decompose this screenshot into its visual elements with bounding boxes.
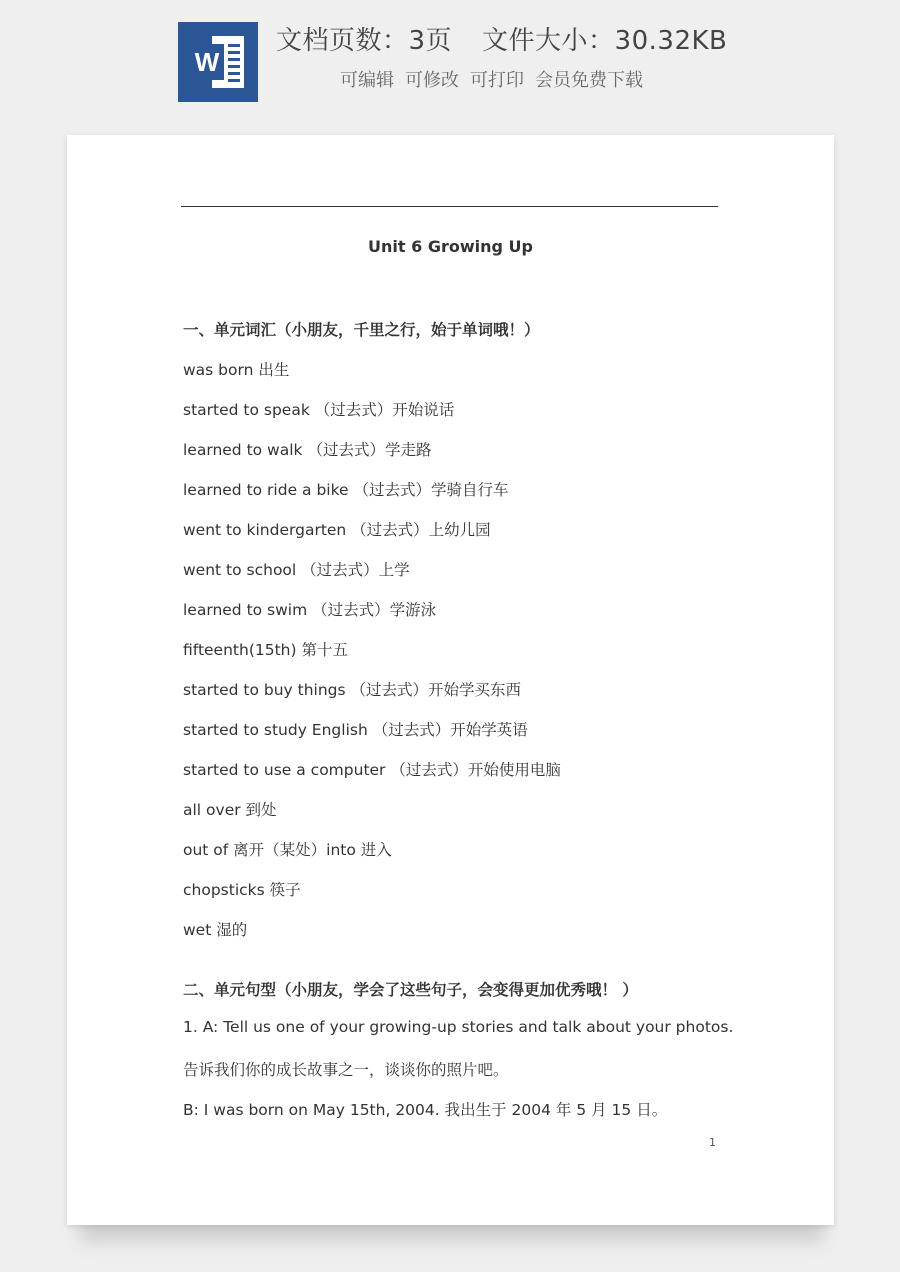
vocab-item: learned to ride a bike （过去式）学骑自行车	[183, 481, 509, 499]
feature-editable: 可编辑	[340, 70, 394, 91]
vocab-item: learned to swim （过去式）学游泳	[183, 601, 437, 619]
document-title: Unit 6 Growing Up	[368, 237, 533, 256]
vocab-item: went to school （过去式）上学	[183, 561, 410, 579]
vocab-item: all over 到处	[183, 801, 277, 819]
section-heading-vocabulary: 一、单元词汇（小朋友，千里之行，始于单词哦！）	[183, 321, 540, 339]
word-document-icon	[178, 22, 258, 102]
file-info-title	[276, 20, 727, 57]
vocab-item: went to kindergarten （过去式）上幼儿园	[183, 521, 491, 539]
feature-modifiable: 可修改	[405, 70, 459, 91]
section-heading-sentences: 二、单元句型（小朋友，学会了这些句子，会变得更加优秀哦！ ）	[183, 981, 638, 999]
vocab-item: wet 湿的	[183, 921, 248, 939]
vocab-item: was born 出生	[183, 361, 290, 379]
file-size: 文件大小：30.32KB	[482, 26, 728, 56]
feature-printable: 可打印	[470, 70, 524, 91]
header	[0, 0, 900, 120]
header-rule	[181, 206, 718, 207]
sentence-line: B: I was born on May 15th, 2004. 我出生于 2004 年 5 月 15 日。	[183, 1101, 668, 1119]
sentence-line: 告诉我们你的成长故事之一，谈谈你的照片吧。	[183, 1061, 509, 1079]
vocab-item: out of 离开（某处）into 进入	[183, 841, 392, 859]
file-features	[340, 66, 654, 92]
vocab-item: chopsticks 筷子	[183, 881, 301, 899]
vocab-item: learned to walk （过去式）学走路	[183, 441, 432, 459]
vocab-item: started to speak （过去式）开始说话	[183, 401, 455, 419]
sentence-line: 1. A: Tell us one of your growing-up stories and talk about your photos.	[183, 1018, 734, 1036]
vocab-item: fifteenth(15th) 第十五	[183, 641, 348, 659]
page-count: 文档页数：3页	[276, 26, 453, 56]
word-logo-letter: W	[190, 44, 224, 80]
page-number: 1	[709, 1136, 716, 1149]
document-page	[67, 135, 834, 1225]
feature-member-download: 会员免费下载	[535, 70, 643, 91]
vocab-item: started to study English （过去式）开始学英语	[183, 721, 528, 739]
vocab-item: started to use a computer （过去式）开始使用电脑	[183, 761, 561, 779]
vocab-item: started to buy things （过去式）开始学买东西	[183, 681, 522, 699]
